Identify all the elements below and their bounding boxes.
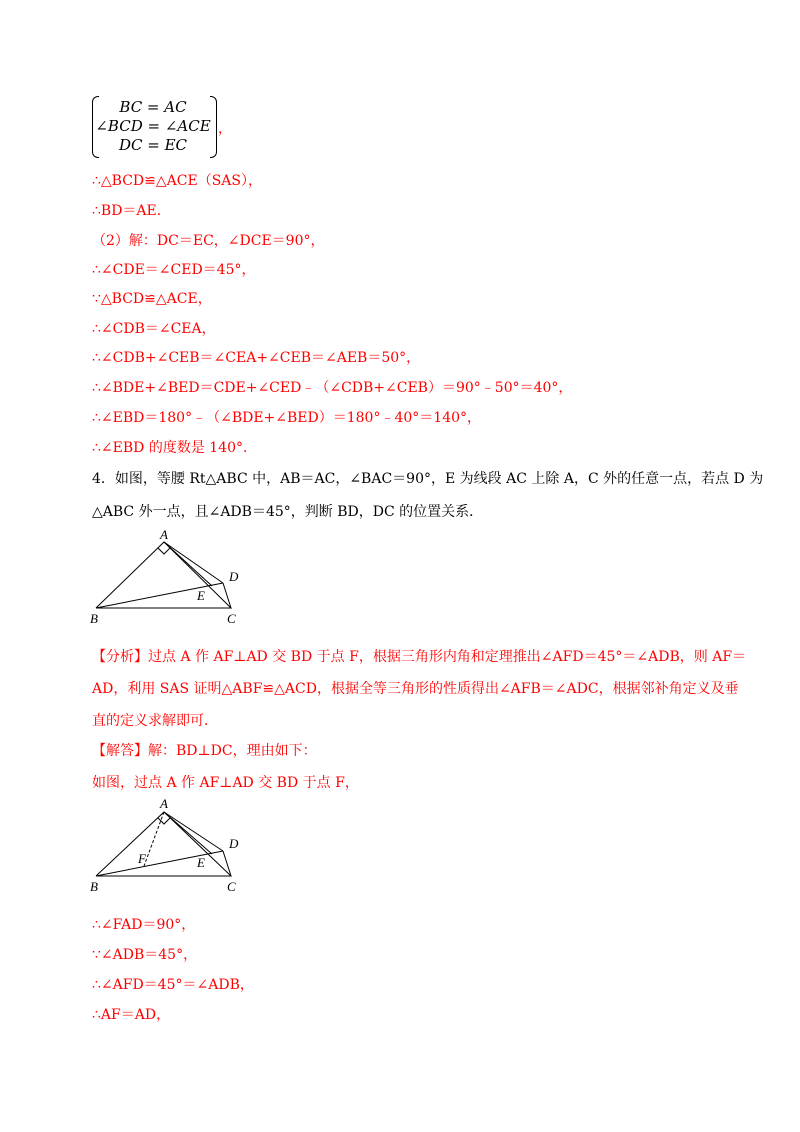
right-brace (210, 96, 217, 158)
label-c: C (227, 611, 236, 626)
triangle-figure-1 (86, 526, 256, 630)
segment-ae (164, 812, 212, 854)
label-f: F (138, 851, 146, 866)
solution-line: ∴BD＝AE． (92, 203, 171, 219)
system-eq-3: DC = EC (118, 136, 188, 154)
solution-line: ∵∠ADB＝45°， (92, 947, 198, 963)
label-d: D (229, 836, 239, 851)
segment-ae (164, 542, 212, 586)
solution-line: ∴∠AFD＝45°＝∠ADB， (92, 977, 254, 993)
answer-line-2: 如图，过点 A 作 AF⊥AD 交 BD 于点 F， (92, 775, 359, 791)
solution-line: ∴∠EBD＝180°﹣（∠BDE+∠BED）＝180°﹣40°＝140°， (92, 410, 482, 426)
label-c: C (227, 879, 236, 894)
triangle-abc (96, 812, 231, 876)
label-d: D (229, 569, 239, 584)
triangle-figure-2 (86, 796, 256, 896)
label-a: A (160, 527, 168, 542)
solution-line: ∴AF＝AD， (92, 1007, 171, 1023)
system-eq-2: ∠BCD = ∠ACE (95, 117, 211, 135)
system-tail: ， (218, 121, 232, 137)
segment-af-dashed (144, 812, 164, 866)
label-b: B (90, 879, 98, 894)
solution-line: ∴∠CDE＝∠CED＝45°， (92, 262, 256, 278)
system-eq-1: BC = AC (119, 98, 187, 116)
equation-system (92, 96, 232, 158)
segment-ad (164, 812, 223, 851)
label-b: B (90, 611, 98, 626)
solution-line: ∵△BCD≌△ACE， (92, 291, 212, 307)
solution-line: ∴△BCD≌△ACE（SAS）， (92, 173, 262, 189)
solution-line: ∴∠BDE+∠BED＝CDE+∠CED﹣（∠CDB+∠CEB）＝90°﹣50°＝40°， (92, 380, 573, 396)
analysis-line-3: 直的定义求解即可． (92, 713, 218, 729)
analysis-line-2: AD，利用 SAS 证明△ABF≌△ACD，根据全等三角形的性质得出∠AFB＝∠ADC，根据邻补角定义及垂 (92, 681, 739, 697)
analysis-line-1: 【分析】过点 A 作 AF⊥AD 交 BD 于点 F，根据三角形内角和定理推出∠AFD＝45°＝∠ADB，则 AF＝ (92, 649, 747, 665)
problem-line-2: △ABC 外一点，且∠ADB＝45°，判断 BD，DC 的位置关系． (92, 504, 484, 520)
solution-line: ∴∠CDB＝∠CEA， (92, 321, 216, 337)
solution-line: ∴∠CDB+∠CEB＝∠CEA+∠CEB＝∠AEB＝50°， (92, 350, 421, 366)
segment-ad (164, 542, 223, 583)
answer-line-1: 【解答】解：BD⊥DC，理由如下： (92, 743, 317, 759)
label-e: E (197, 588, 205, 603)
problem-line-1: 4．如图，等腰 Rt△ABC 中，AB＝AC，∠BAC＝90°，E 为线段 AC 上除 A，C 外的任意一点，若点 D 为 (92, 471, 764, 487)
label-e: E (197, 855, 205, 870)
right-angle-mark (158, 548, 170, 554)
solution-line: ∴∠FAD＝90°， (92, 917, 196, 933)
label-a: A (160, 796, 168, 811)
solution-line: ∴∠EBD 的度数是 140°． (92, 440, 257, 456)
solution-line: （2）解：DC＝EC，∠DCE＝90°， (92, 233, 325, 249)
